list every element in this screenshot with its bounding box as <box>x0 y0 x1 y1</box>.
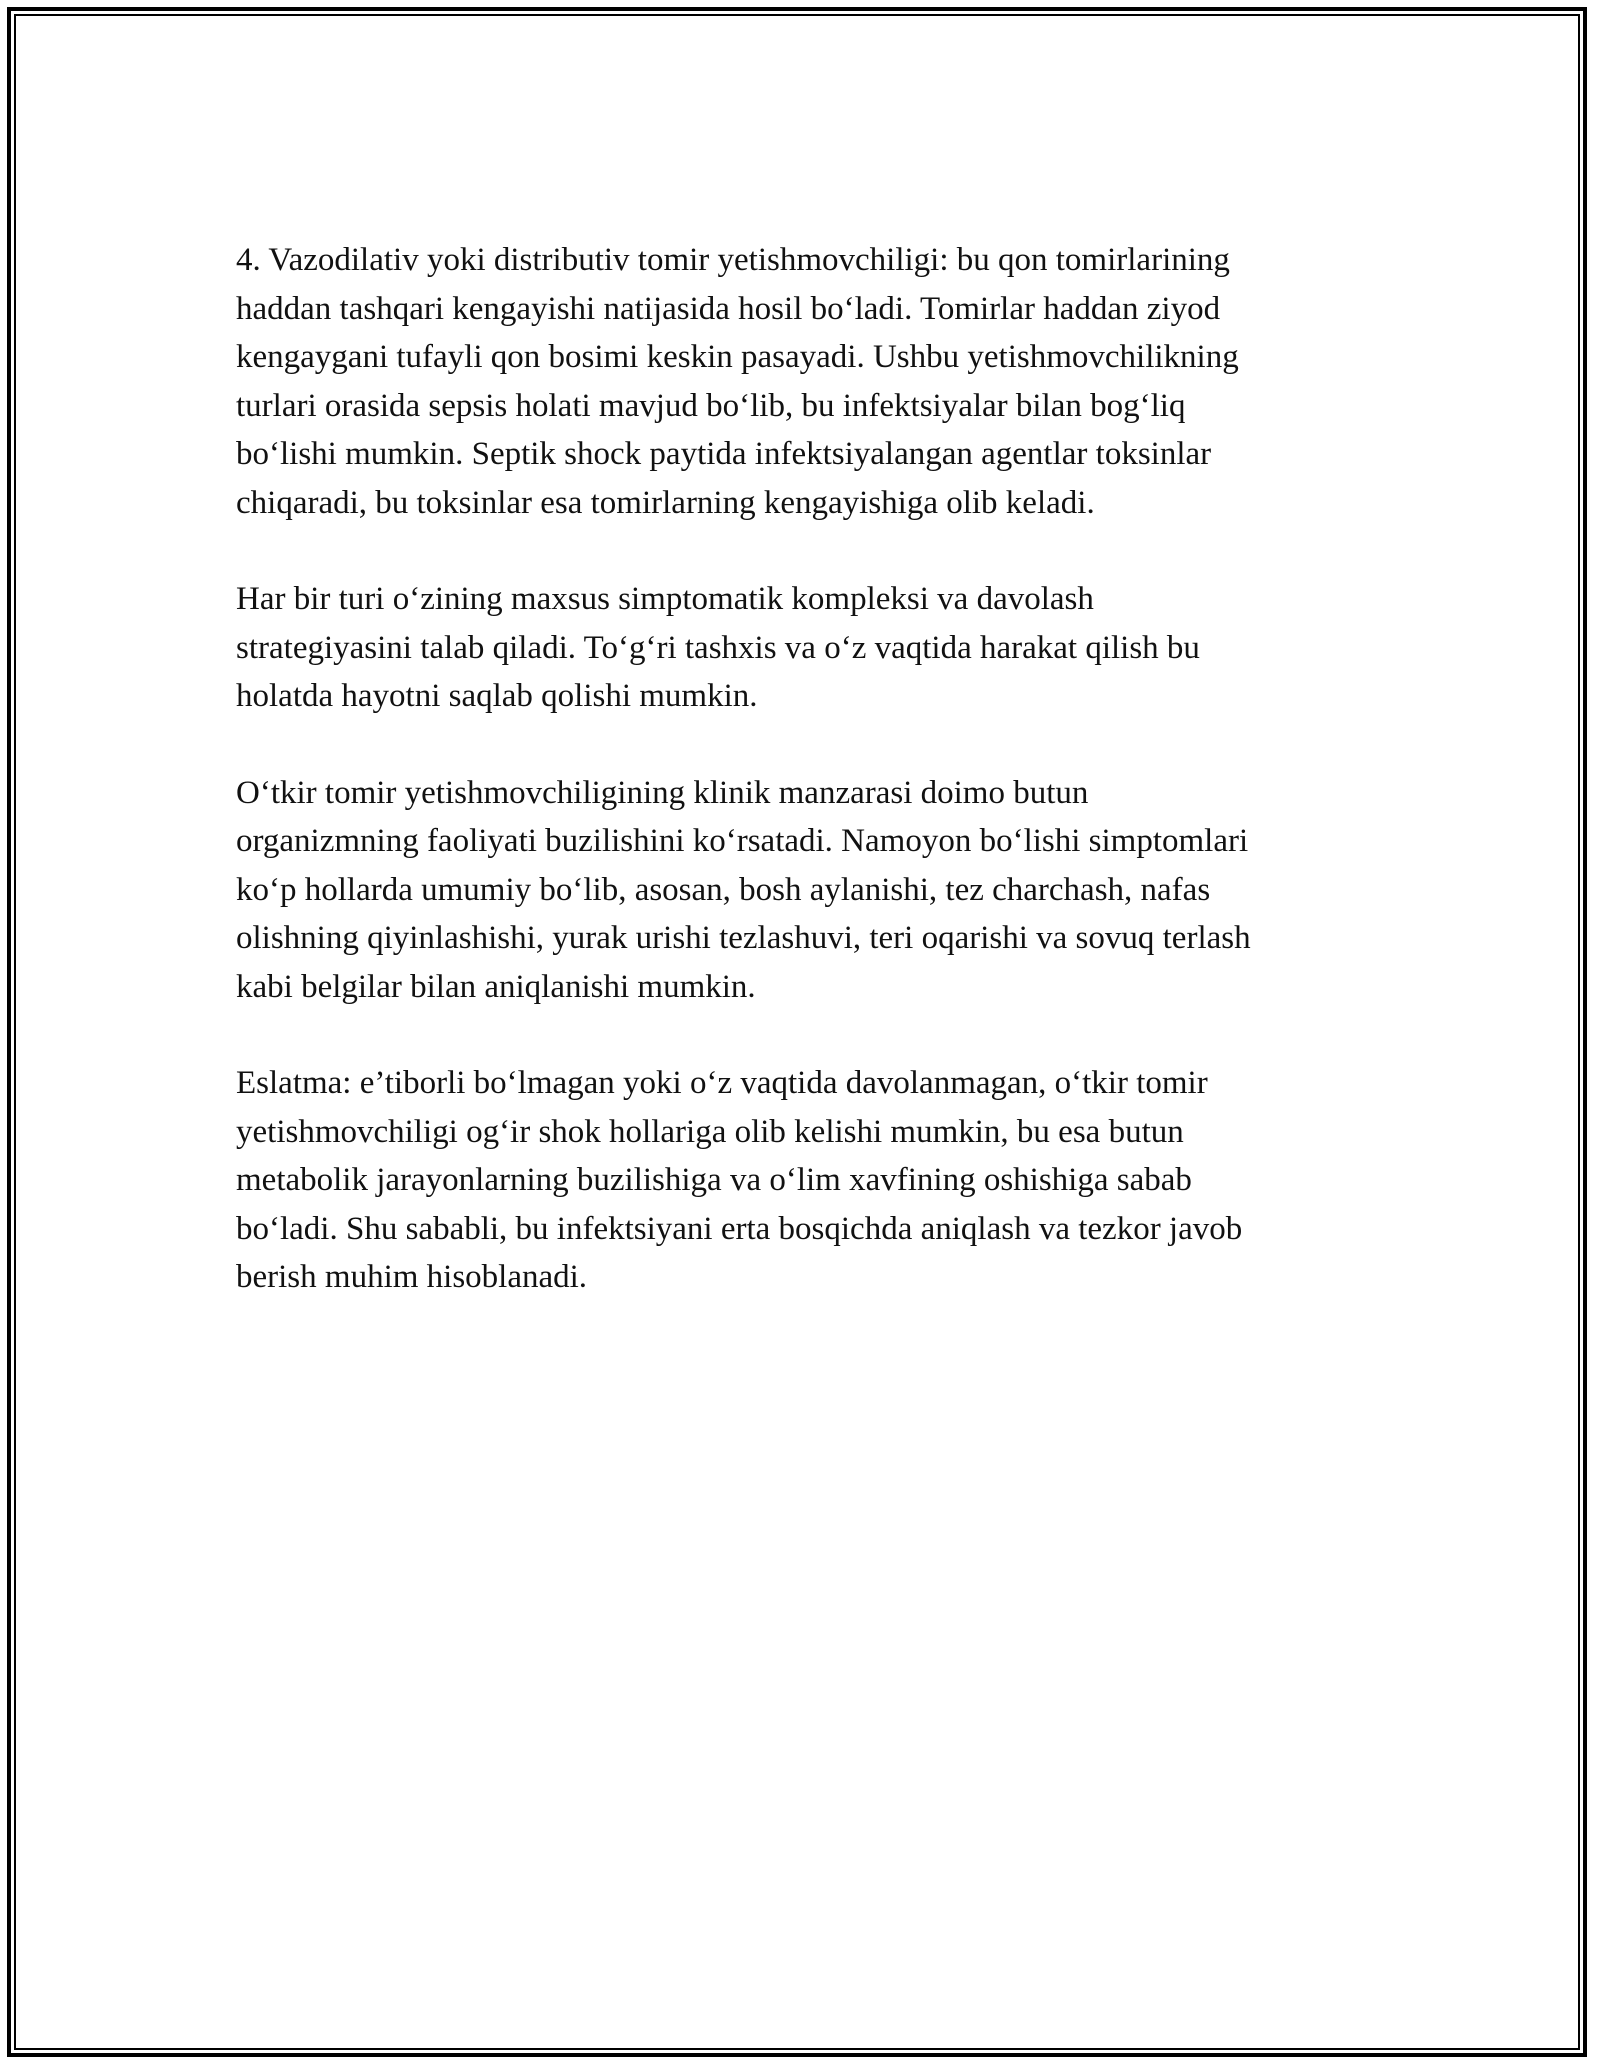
document-body <box>236 236 1376 1350</box>
paragraph-note: Eslatma: e’tiborli bo‘lmagan yoki o‘z vaqtida davolanmagan, o‘tkir tomir yetishmovchiligi og‘ir shok hollariga olib kelishi mumkin, bu esa butun metabolik jarayonlarning buzilishiga va o‘lim xavfining oshishiga sabab bo‘ladi. Shu sababli, bu infektsiyani erta bosqichda aniqlash va tezkor javob berish muhim hisoblanadi. <box>236 1065 1243 1295</box>
paragraph-treatment-strategy: Har bir turi o‘zining maxsus simptomatik kompleksi va davolash strategiyasini talab qiladi. To‘g‘ri tashxis va o‘z vaqtida harakat qilish bu holatda hayotni saqlab qolishi mumkin. <box>236 581 1200 714</box>
paragraph-clinical-picture: O‘tkir tomir yetishmovchiligining klinik manzarasi doimo butun organizmning faoliyati buzilishini ko‘rsatadi. Namoyon bo‘lishi simptomlari ko‘p hollarda umumiy bo‘lib, asosan, bosh aylanishi, tez charchash, nafas olishning qiyinlashishi, yurak urishi tezlashuvi, teri oqarishi va sovuq terlash kabi belgilar bilan aniqlanishi mumkin. <box>236 774 1251 1005</box>
paragraph-vasodilative-insufficiency: 4. Vazodilativ yoki distributiv tomir yetishmovchiligi: bu qon tomirlarining haddan tashqari kengayishi natijasida hosil bo‘ladi. Tomirlar haddan ziyod kengaygani tufayli qon bosimi keskin pasayadi. Ushbu yetishmovchilikning turlari orasida sepsis holati mavjud bo‘lib, bu infektsiyalar bilan bog‘liq bo‘lishi mumkin. Septik shock paytida infektsiyalangan agentlar toksinlar chiqaradi, bu toksinlar esa tomirlarning kengayishiga olib keladi. <box>236 242 1239 521</box>
